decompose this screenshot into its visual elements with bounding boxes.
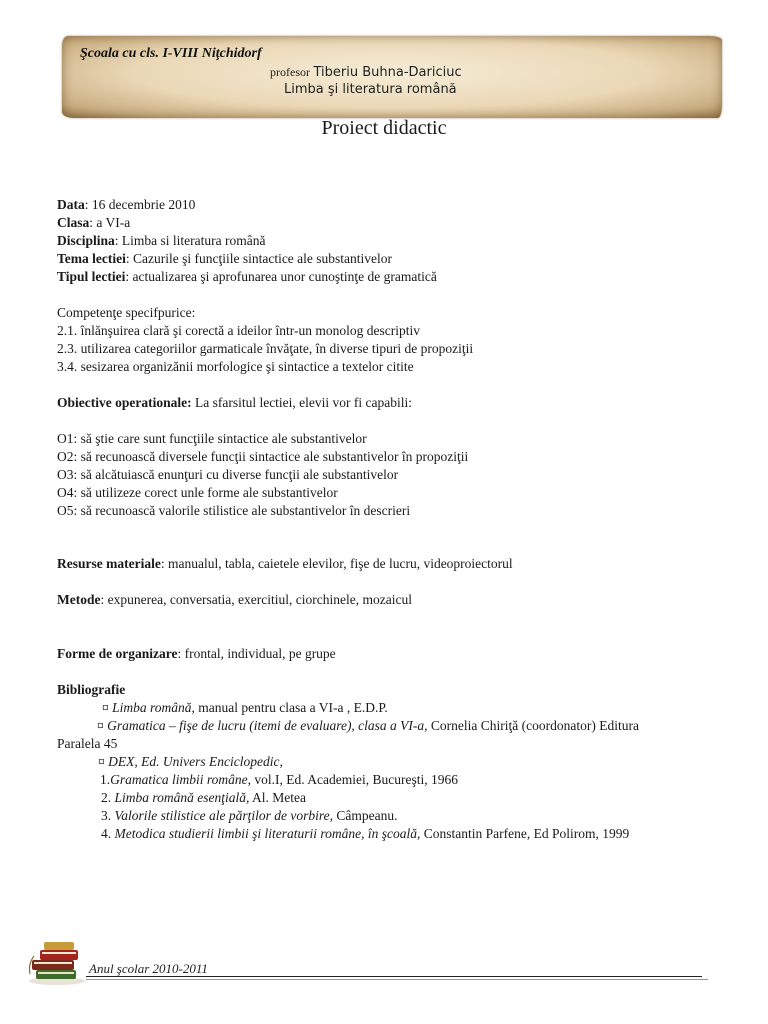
school-name: Şcoala cu cls. I-VIII Niţchidorf xyxy=(80,46,262,61)
school-year-footer: Anul şcolar 2010-2011 xyxy=(89,961,208,976)
obiectiv-item: O5: să recunoască valorile stilistice ale substantivelor în descrieri xyxy=(57,503,411,518)
field-disciplina: Disciplina: Limba si literatura română xyxy=(57,233,266,248)
obiectiv-item: O3: să alcătuiască enunţuri cu diverse funcţii ale substantivelor xyxy=(57,467,399,482)
competente-heading: Competenţe specifpurice: xyxy=(57,305,196,320)
teacher-name: Tiberiu Buhna-Dariciuc xyxy=(313,65,462,80)
bibliografie-heading: Bibliografie xyxy=(57,682,126,697)
bibliography-item: ¤ Gramatica – fişe de lucru (itemi de evaluare), clasa a VI-a, Cornelia Chiriţă (coordonator) Editura xyxy=(97,718,639,733)
document-body xyxy=(57,196,717,843)
bibliography-numbered-item: 3. Valorile stilistice ale părţilor de vorbire, Câmpeanu. xyxy=(101,808,398,823)
teacher-line xyxy=(270,65,462,81)
competenta-item: 2.3. utilizarea categoriilor garmaticale învăţate, în diverse tipuri de propoziţii xyxy=(57,341,474,356)
bibliography-item: ¤ Limba română, manual pentru clasa a VI-a , E.D.P. xyxy=(102,700,388,715)
bibliography-item: ¤ DEX, Ed. Univers Enciclopedic, xyxy=(98,754,283,769)
document-title: Proiect didactic xyxy=(321,117,447,139)
competenta-item: 2.1. înlănşuirea clară şi corectă a ideilor într-un monolog descriptiv xyxy=(57,323,420,338)
bibliography-numbered-item: 4. Metodica studierii limbii şi literaturii române, în şcoală, Constantin Parfene, Ed Polirom, 1999 xyxy=(101,826,630,841)
field-data: Data: 16 decembrie 2010 xyxy=(57,197,196,212)
field-resurse-materiale: Resurse materiale: manualul, tabla, caietele elevilor, fişe de lucru, videoproiectorul xyxy=(57,556,513,571)
field-tipul-lectiei: Tipul lectiei: actualizarea şi aprofunarea unor cunoştinţe de gramatică xyxy=(57,269,437,284)
field-clasa: Clasa: a VI-a xyxy=(57,215,131,230)
teacher-prefix: profesor xyxy=(270,65,310,79)
obiective-heading: Obiective operationale: La sfarsitul lectiei, elevii vor fi capabili: xyxy=(57,395,413,410)
competenta-item: 3.4. sesizarea organizănii morfologice şi sintactice a textelor citite xyxy=(57,359,414,374)
book-stack-icon xyxy=(26,934,88,986)
bibliography-item-continuation: Paralela 45 xyxy=(57,736,118,751)
field-forme-organizare: Forme de organizare: frontal, individual, pe grupe xyxy=(57,646,336,661)
subject-name: Limba şi literatura română xyxy=(284,82,457,97)
obiectiv-item: O4: să utilizeze corect unle forme ale substantivelor xyxy=(57,485,338,500)
bibliography-numbered-item: 1.Gramatica limbii române, vol.I, Ed. Academiei, Bucureşti, 1966 xyxy=(100,772,458,787)
field-tema-lectiei: Tema lectiei: Cazurile şi funcţiile sintactice ale substantivelor xyxy=(57,251,393,266)
footer-divider-thin xyxy=(86,979,708,980)
obiectiv-item: O1: să ştie care sunt funcţiile sintactice ale substantivelor xyxy=(57,431,367,446)
bibliography-numbered-item: 2. Limba română esenţială, Al. Metea xyxy=(101,790,306,805)
field-metode: Metode: expunerea, conversatia, exercitiul, ciorchinele, mozaicul xyxy=(57,592,412,607)
obiectiv-item: O2: să recunoască diversele funcţii sintactice ale substantivelor în propoziţii xyxy=(57,449,469,464)
footer-divider xyxy=(86,976,702,977)
